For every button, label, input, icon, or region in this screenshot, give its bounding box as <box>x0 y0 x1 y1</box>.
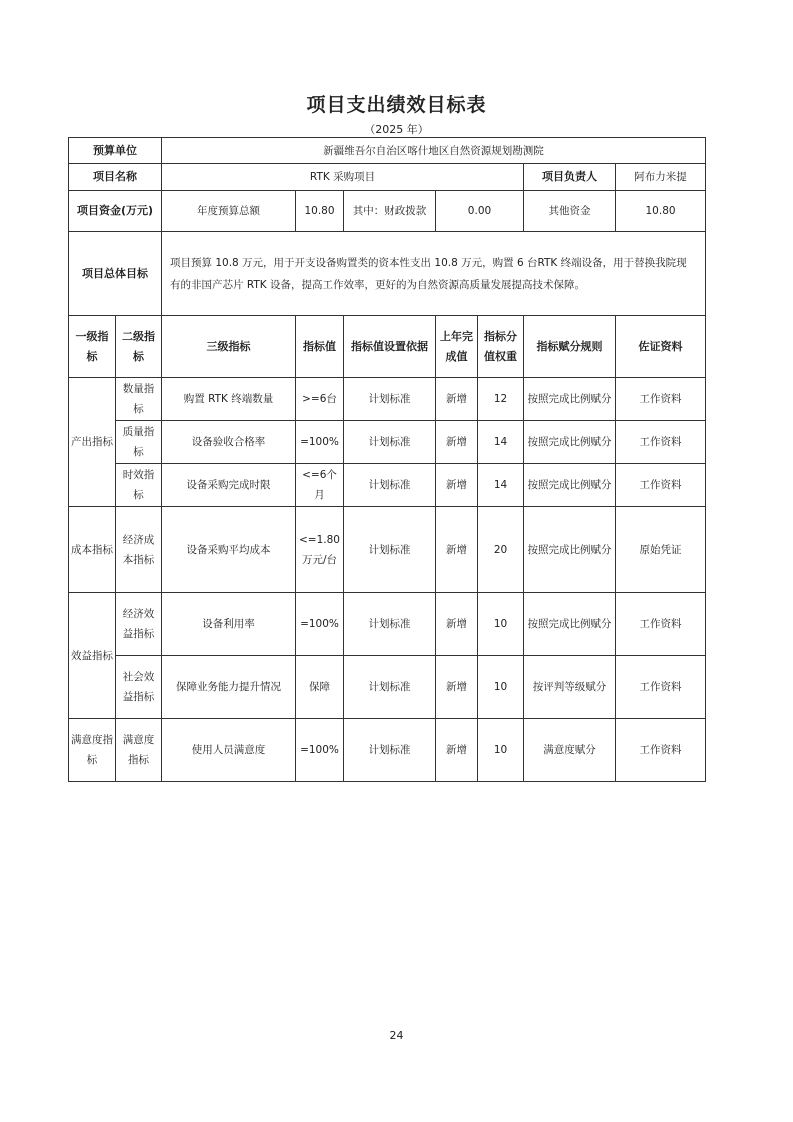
header-basis: 指标值设置依据 <box>344 316 436 378</box>
value-cell: =100% <box>296 719 344 782</box>
evidence-cell: 工作资料 <box>616 464 706 507</box>
weight-cell: 10 <box>478 593 524 656</box>
level2-cell: 经济效益指标 <box>116 593 162 656</box>
funds-label: 项目资金(万元) <box>69 191 162 232</box>
level3-cell: 设备采购完成时限 <box>162 464 296 507</box>
table-row <box>69 719 706 782</box>
page-number: 24 <box>389 1029 404 1042</box>
table-row <box>69 656 706 719</box>
basis-cell: 计划标准 <box>344 719 436 782</box>
value-cell: =100% <box>296 593 344 656</box>
header-value: 指标值 <box>296 316 344 378</box>
table-row <box>69 378 706 421</box>
level2-cell: 社会效益指标 <box>116 656 162 719</box>
header-last-year: 上年完成值 <box>436 316 478 378</box>
table-row <box>69 464 706 507</box>
level1-cell: 满意度指标 <box>69 719 116 782</box>
project-name-label: 项目名称 <box>69 164 162 191</box>
value-cell: >=6台 <box>296 378 344 421</box>
rule-cell: 按照完成比例赋分 <box>524 507 616 593</box>
level1-cell: 效益指标 <box>69 593 116 719</box>
level1-cell: 产出指标 <box>69 378 116 507</box>
level2-cell: 满意度指标 <box>116 719 162 782</box>
other-value: 10.80 <box>616 191 706 232</box>
evidence-cell: 工作资料 <box>616 656 706 719</box>
level3-cell: 保障业务能力提升情况 <box>162 656 296 719</box>
last-year-cell: 新增 <box>436 378 478 421</box>
annual-budget-label: 年度预算总额 <box>162 191 296 232</box>
level2-cell: 质量指标 <box>116 421 162 464</box>
weight-cell: 20 <box>478 507 524 593</box>
last-year-cell: 新增 <box>436 719 478 782</box>
header-weight: 指标分值权重 <box>478 316 524 378</box>
other-label: 其他资金 <box>524 191 616 232</box>
value-cell: <=6个月 <box>296 464 344 507</box>
owner-label: 项目负责人 <box>524 164 616 191</box>
level3-cell: 购置 RTK 终端数量 <box>162 378 296 421</box>
last-year-cell: 新增 <box>436 421 478 464</box>
table-row <box>69 421 706 464</box>
level3-cell: 设备利用率 <box>162 593 296 656</box>
level2-cell: 时效指标 <box>116 464 162 507</box>
header-level2: 二级指标 <box>116 316 162 378</box>
level3-cell: 设备采购平均成本 <box>162 507 296 593</box>
table-row <box>69 593 706 656</box>
budget-unit-label: 预算单位 <box>69 138 162 164</box>
last-year-cell: 新增 <box>436 507 478 593</box>
header-level3: 三级指标 <box>162 316 296 378</box>
level3-cell: 设备验收合格率 <box>162 421 296 464</box>
fiscal-label: 其中：财政拨款 <box>344 191 436 232</box>
evidence-cell: 工作资料 <box>616 593 706 656</box>
basis-cell: 计划标准 <box>344 507 436 593</box>
value-cell: 保障 <box>296 656 344 719</box>
header-evidence: 佐证资料 <box>616 316 706 378</box>
rule-cell: 按照完成比例赋分 <box>524 378 616 421</box>
header-level1: 一级指标 <box>69 316 116 378</box>
level2-cell: 数量指标 <box>116 378 162 421</box>
project-name-value: RTK 采购项目 <box>162 164 524 191</box>
weight-cell: 10 <box>478 656 524 719</box>
table-row <box>69 507 706 593</box>
basis-cell: 计划标准 <box>344 656 436 719</box>
level1-cell: 成本指标 <box>69 507 116 593</box>
budget-unit-value: 新疆维吾尔自治区喀什地区自然资源规划勘测院 <box>162 138 706 164</box>
evidence-cell: 工作资料 <box>616 421 706 464</box>
evidence-cell: 工作资料 <box>616 719 706 782</box>
basis-cell: 计划标准 <box>344 593 436 656</box>
basis-cell: 计划标准 <box>344 421 436 464</box>
annual-budget-value: 10.80 <box>296 191 344 232</box>
overall-goal-text: 项目预算 10.8 万元，用于开支设备购置类的资本性支出 10.8 万元，购置 6 台RTK 终端设备，用于替换我院现有的非国产芯片 RTK 设备，提高工作效率，更好的为自然资源高质量发展提高技术保障。 <box>162 232 706 316</box>
fiscal-value: 0.00 <box>436 191 524 232</box>
basis-cell: 计划标准 <box>344 464 436 507</box>
rule-cell: 满意度赋分 <box>524 719 616 782</box>
performance-table <box>68 137 706 782</box>
weight-cell: 14 <box>478 421 524 464</box>
basis-cell: 计划标准 <box>344 378 436 421</box>
weight-cell: 14 <box>478 464 524 507</box>
last-year-cell: 新增 <box>436 656 478 719</box>
year-label: （2025 年） <box>364 123 429 136</box>
rule-cell: 按照完成比例赋分 <box>524 464 616 507</box>
rule-cell: 按评判等级赋分 <box>524 656 616 719</box>
header-rule: 指标赋分规则 <box>524 316 616 378</box>
evidence-cell: 原始凭证 <box>616 507 706 593</box>
owner-value: 阿布力米提 <box>616 164 706 191</box>
value-cell: <=1.80万元/台 <box>296 507 344 593</box>
weight-cell: 12 <box>478 378 524 421</box>
rule-cell: 按照完成比例赋分 <box>524 421 616 464</box>
value-cell: =100% <box>296 421 344 464</box>
last-year-cell: 新增 <box>436 593 478 656</box>
page-title: 项目支出绩效目标表 <box>306 94 487 116</box>
level2-cell: 经济成本指标 <box>116 507 162 593</box>
overall-goal-label: 项目总体目标 <box>69 232 162 316</box>
evidence-cell: 工作资料 <box>616 378 706 421</box>
level3-cell: 使用人员满意度 <box>162 719 296 782</box>
weight-cell: 10 <box>478 719 524 782</box>
last-year-cell: 新增 <box>436 464 478 507</box>
rule-cell: 按照完成比例赋分 <box>524 593 616 656</box>
